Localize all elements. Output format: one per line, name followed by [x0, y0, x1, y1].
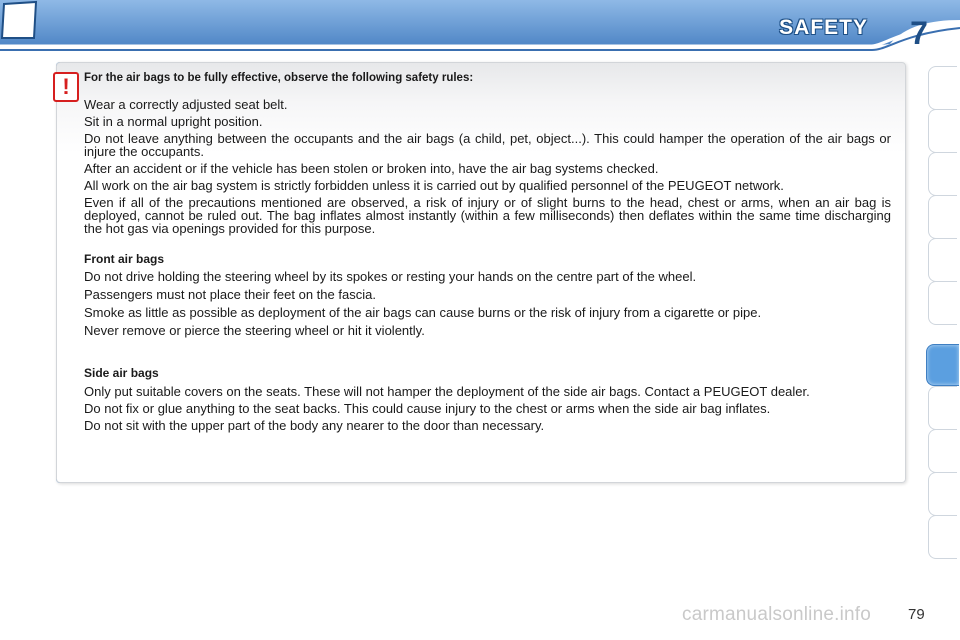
chapter-tabs [928, 66, 960, 576]
paragraph: Wear a correctly adjusted seat belt. [84, 97, 288, 112]
side-airbags-heading: Side air bags [84, 366, 159, 380]
paragraph: Never remove or pierce the steering wheel or hit it violently. [84, 323, 425, 338]
chapter-tab[interactable] [928, 472, 957, 516]
chapter-tab[interactable] [928, 238, 957, 282]
paragraph: After an accident or if the vehicle has been stolen or broken into, have the air bag systems checked. [84, 161, 659, 176]
watermark: carmanualsonline.info [682, 604, 872, 625]
chapter-badge-icon [0, 0, 38, 40]
paragraph: Sit in a normal upright position. [84, 114, 263, 129]
chapter-tab[interactable] [928, 515, 957, 559]
warning-exclamation-icon [53, 72, 79, 102]
chapter-tab[interactable] [928, 386, 957, 430]
page-number: 79 [908, 606, 925, 623]
notice-content [84, 72, 891, 432]
chapter-tab[interactable] [928, 429, 957, 473]
chapter-tab[interactable] [928, 195, 957, 239]
paragraph: Do not fix or glue anything to the seat backs. This could cause injury to the chest or arms when the side air bag inflates. [84, 401, 771, 416]
chapter-tab[interactable] [928, 109, 957, 153]
section-title: SAFETY [779, 16, 868, 39]
paragraph: Do not drive holding the steering wheel by its spokes or resting your hands on the centre part of the wheel. [84, 269, 697, 284]
warning-symbol: ! [62, 74, 70, 99]
chapter-number: 7 [910, 15, 928, 51]
chapter-tab[interactable] [928, 281, 957, 325]
paragraph: Do not leave anything between the occupants and the air bags (a child, pet, object...). This could hamper the operation of the air bags or injure the occupants. [84, 131, 891, 159]
chapter-tab[interactable] [928, 66, 957, 110]
chapter-tab[interactable] [928, 152, 957, 196]
paragraph: Do not sit with the upper part of the body any nearer to the door than necessary. [84, 418, 545, 433]
paragraph: Only put suitable covers on the seats. These will not hamper the deployment of the side air bags. Contact a PEUGEOT dealer. [84, 384, 810, 399]
paragraph: All work on the air bag system is strictly forbidden unless it is carried out by qualified personnel of the PEUGEOT network. [84, 178, 784, 193]
paragraph: Passengers must not place their feet on the fascia. [84, 287, 376, 302]
front-airbags-heading: Front air bags [84, 252, 165, 266]
paragraph: Even if all of the precautions mentioned are observed, a risk of injury or of slight burns to the head, chest or arms, when an air bag is deployed, cannot be ruled out. The bag inflates almost instantly (within a few milliseconds) then deflates within the same time discharging the hot gas via openings provided for this purpose. [84, 195, 891, 236]
intro-heading: For the air bags to be fully effective, observe the following safety rules: [84, 72, 474, 84]
header-band [0, 0, 960, 60]
chapter-tab-active[interactable] [926, 344, 959, 386]
paragraph: Smoke as little as possible as deployment of the air bags can cause burns or the risk of injury from a cigarette or pipe. [84, 305, 762, 320]
